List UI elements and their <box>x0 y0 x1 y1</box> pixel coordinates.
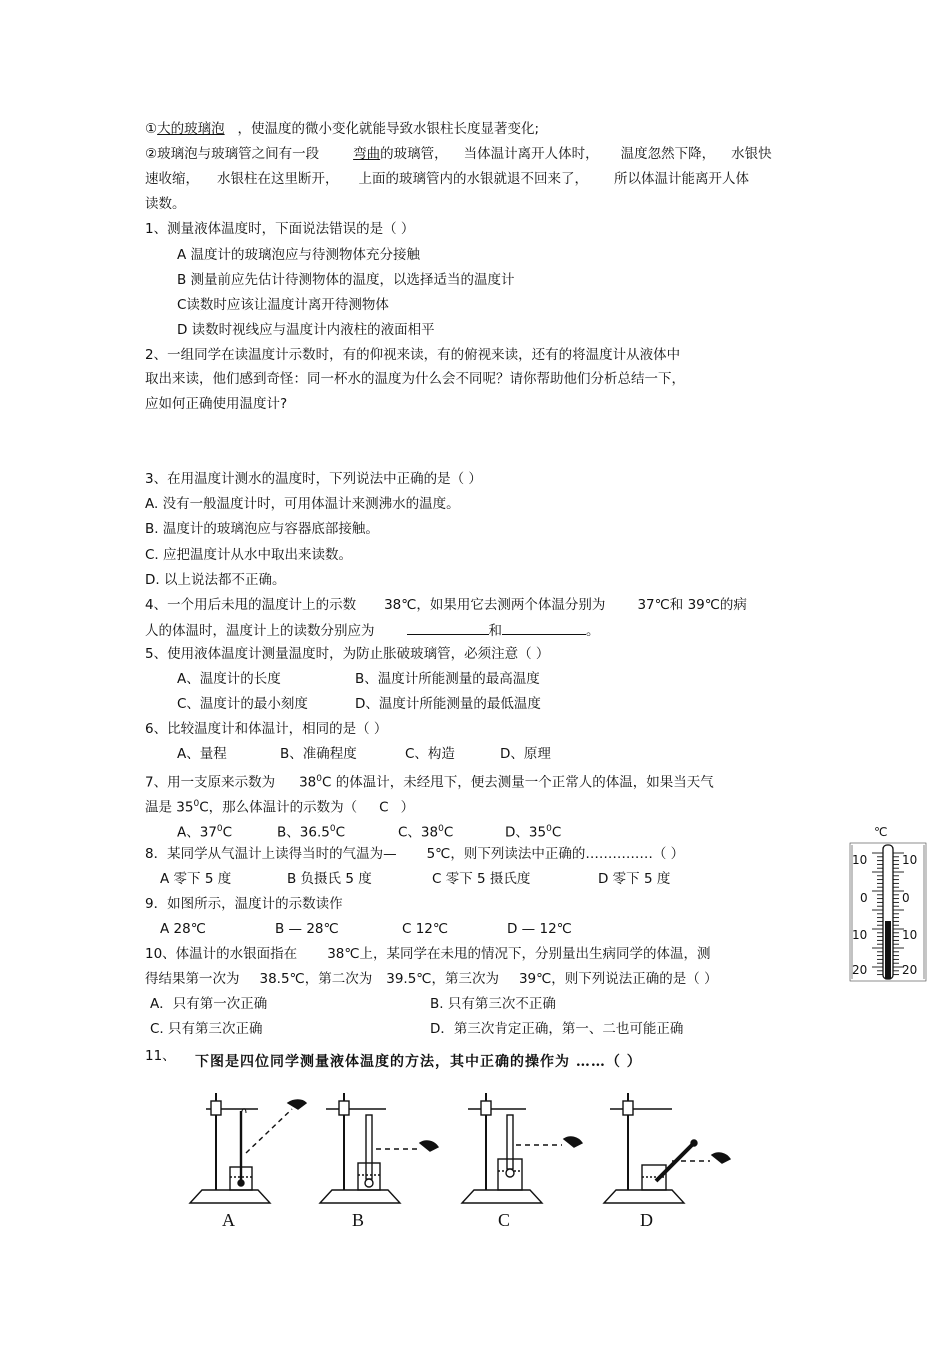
q9-option-a: A 28℃ <box>160 921 206 937</box>
q11-number: 11、 <box>145 1048 176 1064</box>
q7-option-a <box>177 820 232 842</box>
intro-line-4: 读数。 <box>145 196 186 212</box>
q11-stem: 下图是四位同学测量液体温度的方法，其中正确的操作为 ……（ ） <box>195 1054 642 1070</box>
q10-option-c: C. 只有第三次正确 <box>150 1021 263 1037</box>
q4-text: 4、一个用后未甩的温度计上的示数 <box>145 597 357 613</box>
answer-blank-1[interactable] <box>407 620 489 635</box>
q3-option-d: D. 以上说法都不正确。 <box>145 572 286 588</box>
intro-text: ，使温度的微小变化就能导致水银柱长度显著变化; <box>237 121 540 137</box>
q7-option-text: B、36.5 <box>277 824 330 841</box>
q10-option-a: A．只有第一次正确 <box>150 996 268 1012</box>
q2-line-2: 取出来读，他们感到奇怪：同一杯水的温度为什么会不同呢？请你帮助他们分析总结一下， <box>145 371 685 387</box>
degree-mark: 0 <box>546 824 552 834</box>
q10-line-2 <box>145 970 718 988</box>
intro-line-2 <box>145 145 772 163</box>
degree-mark: 0 <box>329 824 336 834</box>
q7-option-b <box>277 820 345 842</box>
q7-option-c <box>398 820 453 842</box>
q4-line-2 <box>145 620 600 640</box>
stand-b <box>320 1093 438 1203</box>
q9-option-b: B — 28℃ <box>275 921 339 937</box>
q2-line-3: 应如何正确使用温度计? <box>145 396 288 412</box>
q3-option-a: A. 没有一般温度计时，可用体温计来测沸水的温度。 <box>145 496 460 512</box>
q4-line-1 <box>145 596 747 614</box>
thermo-label-right-20: 20 <box>902 963 918 977</box>
thermo-label-left-10-bottom: 10 <box>852 928 868 942</box>
q7-text: ） <box>400 799 415 816</box>
figure-label-a: A <box>222 1210 235 1230</box>
thermometer-unit: ℃ <box>874 825 888 839</box>
q4-text: 37℃和 39℃的病 <box>637 597 747 613</box>
q1-option-c: C读数时应该让温度计离开待测物体 <box>177 297 389 313</box>
figure-label-d: D <box>640 1210 653 1230</box>
q7-text: C，那么体温计的示数为（ <box>199 799 358 816</box>
degree-mark: 0 <box>193 799 200 809</box>
q11-apparatus-svg <box>180 1085 740 1235</box>
q1-option-b: B 测量前应先估计待测物体的温度，以选择适当的温度计 <box>177 272 515 288</box>
stand-c <box>462 1093 582 1203</box>
figure-label-b: B <box>352 1210 365 1230</box>
q4-text: 。 <box>586 623 600 639</box>
q11-figure <box>180 1085 740 1235</box>
q1-option-d: D 读数时视线应与温度计内液柱的液面相平 <box>177 322 435 338</box>
intro-text: 温度忽然下降， <box>620 146 716 162</box>
q6-option-b: B、准确程度 <box>280 746 357 762</box>
q3-stem: 3、在用温度计测水的温度时，下列说法中正确的是（ ） <box>145 471 482 487</box>
q10-text: 38℃上，某同学在未甩的情况下，分别量出生病同学的体温，测 <box>327 946 711 962</box>
q8-option-c: C 零下 5 摄氏度 <box>432 871 531 887</box>
q7-text: 7、用一支原来示数为 <box>145 774 276 791</box>
intro-text: 当体温计离开人体时， <box>463 146 599 162</box>
q10-line-1 <box>145 945 711 963</box>
q10-text: 39℃，则下列说法正确的是（ ） <box>518 971 718 987</box>
q2-line-1: 2、一组同学在读温度计示数时，有的仰视来读，有的俯视来读，还有的将温度计从液体中 <box>145 347 681 363</box>
q4-text: 人的体温时，温度计上的读数分别应为 <box>145 623 375 639</box>
intro-text: 水银快 <box>731 146 772 162</box>
q7-option-text: C、38 <box>398 824 439 841</box>
q9-option-d: D — 12℃ <box>507 921 572 937</box>
unit-c: C <box>222 824 233 841</box>
q7-option-text: D、35 <box>505 824 547 841</box>
q6-option-a: A、量程 <box>177 746 227 762</box>
degree-mark: 0 <box>216 824 223 834</box>
q8-option-b: B 负摄氏 5 度 <box>287 871 372 887</box>
q7-answer: C <box>379 799 389 816</box>
q8-text: 8．某同学从气温计上读得当时的气温为— <box>145 846 397 862</box>
q5-option-a: A、温度计的长度 <box>177 671 281 687</box>
q7-option-text: A、37 <box>177 824 217 841</box>
q5-option-b: B、温度计所能测量的最高温度 <box>355 671 540 687</box>
degree-mark: 0 <box>438 824 444 834</box>
thermo-label-right-0: 0 <box>902 891 910 905</box>
q6-option-d: D、原理 <box>500 746 551 762</box>
q4-text: 和 <box>488 623 502 639</box>
q4-text: 38℃，如果用它去测两个体温分别为 <box>384 597 606 613</box>
q9-stem: 9．如图所示，温度计的示数读作 <box>145 896 343 912</box>
q10-text: 得结果第一次为 <box>145 971 240 987</box>
thermo-label-right-10-top: 10 <box>902 853 918 867</box>
intro-line-1 <box>145 120 539 138</box>
q8-stem <box>145 845 684 863</box>
q1-stem: 1、测量液体温度时，下面说法错误的是（ ） <box>145 221 415 237</box>
underlined-answer: 大的玻璃泡 <box>157 121 225 137</box>
q10-text: 10、体温计的水银面指在 <box>145 946 298 962</box>
intro-text: 所以体温计能离开人体 <box>614 171 749 187</box>
q1-option-a: A 温度计的玻璃泡应与待测物体充分接触 <box>177 247 421 263</box>
intro-text: 速收缩， <box>145 171 199 187</box>
q3-option-c: C. 应把温度计从水中取出来读数。 <box>145 547 353 563</box>
q7-text: 温是 35 <box>145 799 194 816</box>
intro-text: 水银柱在这里断开， <box>217 171 339 187</box>
q8-text: 5℃，则下列读法中正确的……………（ ） <box>426 846 685 862</box>
stand-d <box>604 1093 730 1203</box>
q5-stem: 5、使用液体温度计测量温度时，为防止胀破玻璃管，必须注意（ ） <box>145 646 550 662</box>
q10-text: 39.5℃，第三次为 <box>386 971 499 987</box>
q7-text: C 的体温计，未经甩下，便去测量一个正常人的体温，如果当天气 <box>322 774 714 791</box>
q7-text: 38 <box>299 774 317 791</box>
q6-option-c: C、构造 <box>405 746 455 762</box>
unit-c: C <box>335 824 345 841</box>
q7-option-d <box>505 820 561 842</box>
q7-line-1 <box>145 770 714 792</box>
q10-option-d: D．第三次肯定正确，第一、二也可能正确 <box>430 1021 684 1037</box>
thermo-label-left-20: 20 <box>852 963 868 977</box>
thermo-label-left-0: 0 <box>860 891 868 905</box>
q6-stem: 6、比较温度计和体温计，相同的是（ ） <box>145 721 388 737</box>
unit-c: C <box>551 824 562 841</box>
unit-c: C <box>443 824 454 841</box>
intro-text: ②玻璃泡与玻璃管之间有一段 <box>145 146 320 162</box>
figure-label-c: C <box>498 1210 511 1230</box>
thermo-label-right-10-bottom: 10 <box>902 928 918 942</box>
answer-blank-2[interactable] <box>502 620 586 635</box>
circled-one: ① <box>145 121 158 137</box>
q8-option-a: A 零下 5 度 <box>160 871 232 887</box>
intro-line-3 <box>145 170 749 188</box>
thermo-label-left-10-top: 10 <box>852 853 868 867</box>
intro-text: 的玻璃管， <box>380 146 448 162</box>
q10-option-b: B. 只有第三次不正确 <box>430 996 556 1012</box>
q3-option-b: B. 温度计的玻璃泡应与容器底部接触。 <box>145 521 379 537</box>
q5-option-c: C、温度计的最小刻度 <box>177 696 308 712</box>
q8-option-d: D 零下 5 度 <box>598 871 671 887</box>
q9-option-c: C 12℃ <box>402 921 449 937</box>
underlined-answer: 弯曲 <box>353 146 381 162</box>
q10-text: 38.5℃，第二次为 <box>259 971 373 987</box>
stand-a <box>190 1093 306 1203</box>
q5-option-d: D、温度计所能测量的最低温度 <box>355 696 541 712</box>
degree-mark: 0 <box>316 774 323 784</box>
intro-text: 上面的玻璃管内的水银就退不回来了， <box>358 171 588 187</box>
thermometer-figure <box>848 823 928 983</box>
q7-line-2 <box>145 795 414 817</box>
